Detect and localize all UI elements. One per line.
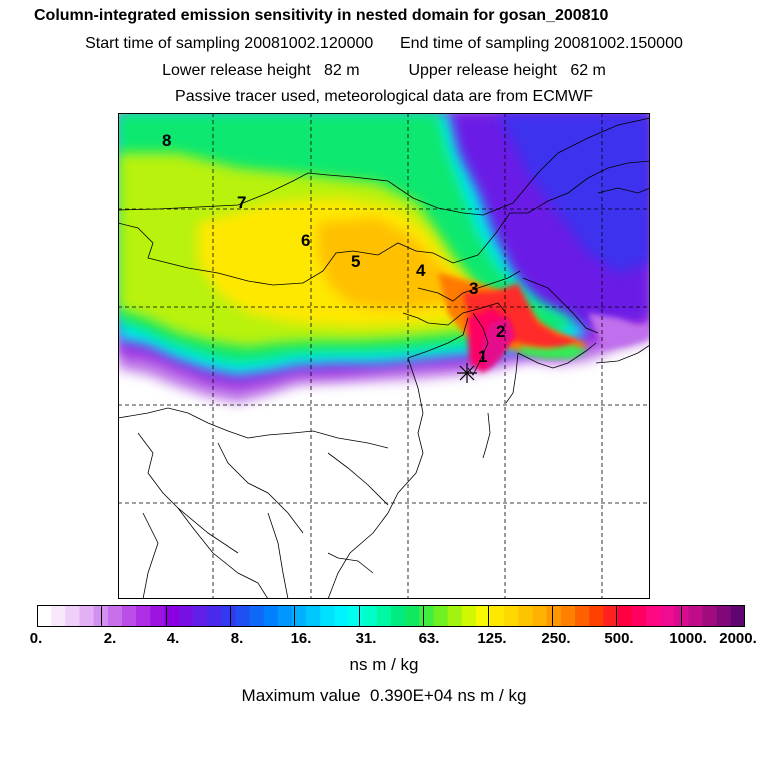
colorbar-cell (320, 605, 335, 627)
colorbar-tick: 4. (166, 630, 180, 647)
colorbar-cell (462, 605, 477, 627)
sampling-time-line: Start time of sampling 20081002.120000 End time of sampling 20081002.150000 (85, 35, 683, 52)
sensitivity-map (118, 113, 650, 599)
colorbar-cell (533, 605, 548, 627)
colorbar-cell (249, 605, 264, 627)
colorbar-cell (618, 605, 633, 627)
colorbar-cell (136, 605, 151, 627)
colorbar-cell (490, 605, 505, 627)
day-label-1: 1 (478, 347, 488, 366)
colorbar-cell (589, 605, 604, 627)
colorbar-tick: 125. (477, 630, 507, 647)
colorbar-cell (349, 605, 364, 627)
colorbar-cell (632, 605, 647, 627)
colorbar-tick: 16. (290, 630, 312, 647)
colorbar-cell (51, 605, 66, 627)
colorbar-cell (207, 605, 222, 627)
colorbar-units: ns m / kg (349, 655, 419, 674)
day-label-6: 6 (301, 231, 311, 250)
colorbar-cell (646, 605, 661, 627)
colorbar-cell (306, 605, 321, 627)
colorbar-cell (575, 605, 590, 627)
colorbar-cell (65, 605, 80, 627)
release-site-star-icon (457, 363, 477, 383)
colorbar-tick-labels (0, 630, 768, 652)
sensitivity-field (118, 113, 650, 599)
colorbar-cell (179, 605, 194, 627)
colorbar-cell (703, 605, 718, 627)
colorbar-tick: 500. (604, 630, 634, 647)
colorbar-cell (518, 605, 533, 627)
colorbar-cell (150, 605, 165, 627)
colorbar-cell (235, 605, 250, 627)
colorbar-tick: 31. (355, 630, 377, 647)
colorbar-cell (717, 605, 732, 627)
colorbar-tick: 63. (418, 630, 440, 647)
day-label-2: 2 (496, 322, 506, 341)
tracer-line: Passive tracer used, meteorological data are from ECMWF (175, 88, 593, 105)
plot-title: Column-integrated emission sensitivity in nested domain for gosan_200810 (34, 7, 609, 24)
colorbar-cell (108, 605, 123, 627)
day-label-5: 5 (351, 252, 361, 271)
colorbar-cell (419, 605, 434, 627)
colorbar-cell (688, 605, 703, 627)
colorbar-tick: 8. (230, 630, 244, 647)
colorbar-cell (603, 605, 618, 627)
day-label-4: 4 (416, 261, 426, 280)
colorbar-cell (547, 605, 562, 627)
colorbar-tick: 250. (541, 630, 571, 647)
maximum-value-note: Maximum value 0.390E+04 ns m / kg (241, 686, 527, 705)
colorbar-tick: 0. (29, 630, 43, 647)
map-canvas (118, 113, 650, 599)
day-label-8: 8 (162, 131, 172, 150)
colorbar-cell (37, 605, 52, 627)
colorbar-cell (193, 605, 208, 627)
colorbar-cell (731, 605, 745, 627)
colorbar-cell (122, 605, 137, 627)
colorbar-cell (405, 605, 420, 627)
colorbar-cell (79, 605, 94, 627)
colorbar-cell (334, 605, 349, 627)
colorbar-cell (363, 605, 378, 627)
colorbar-tick: 2. (103, 630, 117, 647)
colorbar-cell (391, 605, 406, 627)
colorbar-cell (448, 605, 463, 627)
colorbar-cell (221, 605, 236, 627)
day-label-3: 3 (469, 279, 479, 298)
day-label-7: 7 (237, 193, 247, 212)
colorbar-cell (377, 605, 392, 627)
colorbar-tick: 2000. (719, 630, 757, 647)
colorbar-cell (660, 605, 675, 627)
colorbar-cell (264, 605, 279, 627)
colorbar-cell (504, 605, 519, 627)
colorbar-cell (561, 605, 576, 627)
colorbar (37, 605, 745, 627)
colorbar-tick: 1000. (669, 630, 707, 647)
colorbar-cell (433, 605, 448, 627)
colorbar-cell (278, 605, 293, 627)
release-height-line: Lower release height 82 m Upper release height 62 m (162, 62, 606, 79)
